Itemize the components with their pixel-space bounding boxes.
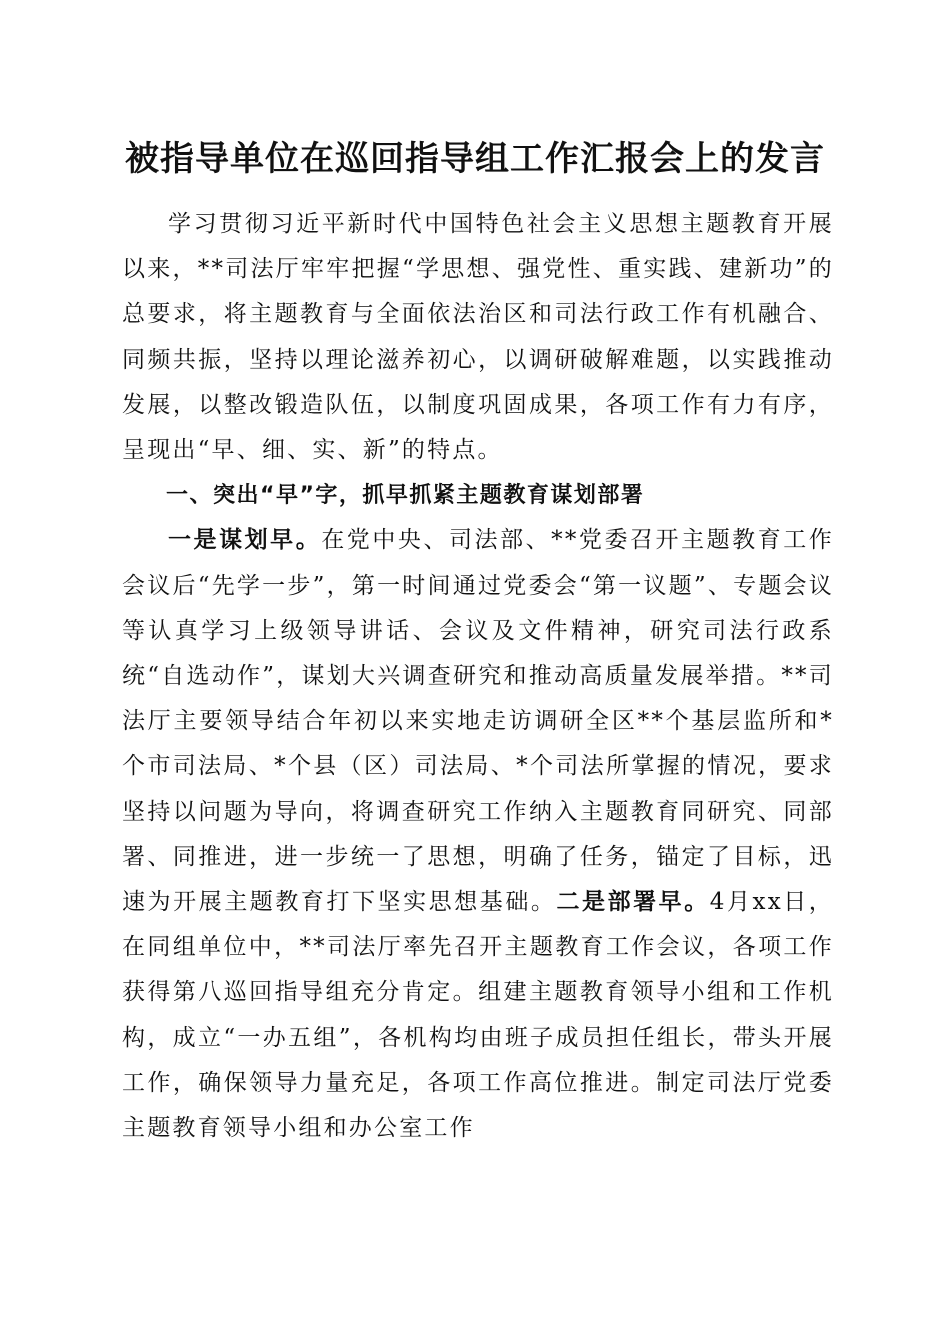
section-1-heading: 一、突出“早”字，抓早抓紧主题教育谋划部署 <box>166 483 645 509</box>
document-body <box>122 202 834 1151</box>
section-1-lead-deployment: 二是部署早。 <box>556 889 710 916</box>
section-1-paragraph <box>122 518 834 1151</box>
document-title: 被指导单位在巡回指导组工作汇报会上的发言 <box>125 139 825 179</box>
section-1-body-deployment: 4月xx日，在同组单位中，**司法厅率先召开主题教育工作会议，各项工作获得第八巡回指导组充分肯定。组建主题教育领导小组和工作机构，成立“一办五组”，各机构均由班子成员担任组长，带头开展工作，确保领导力量充足，各项工作高位推进。制定司法厅党委主题教育领导小组和办公室工作 <box>122 889 834 1142</box>
section-1-body-planning: 在党中央、司法部、**党委召开主题教育工作会议后“先学一步”，第一时间通过党委会“第一议题”、专题会议等认真学习上级领导讲话、会议及文件精神，研究司法行政系统“自选动作”，谋划大兴调查研究和推动高质量发展举措。**司法厅主要领导结合年初以来实地走访调研全区**个基层监所和*个市司法局、*个县（区）司法局、*个司法所掌握的情况，要求坚持以问题为导向，将调查研究工作纳入主题教育同研究、同部署、同推进，进一步统一了思想，明确了任务，锚定了目标，迅速为开展主题教育打下坚实思想基础。 <box>122 527 834 916</box>
intro-paragraph: 学习贯彻习近平新时代中国特色社会主义思想主题教育开展以来，**司法厅牢牢把握“学思想、强党性、重实践、建新功”的总要求，将主题教育与全面依法治区和司法行政工作有机融合、同频共振，坚持以理论滋养初心，以调研破解难题，以实践推动发展，以整改锻造队伍，以制度巩固成果，各项工作有力有序，呈现出“早、细、实、新”的特点。 <box>122 211 834 464</box>
section-1-lead-planning: 一是谋划早。 <box>168 527 322 554</box>
